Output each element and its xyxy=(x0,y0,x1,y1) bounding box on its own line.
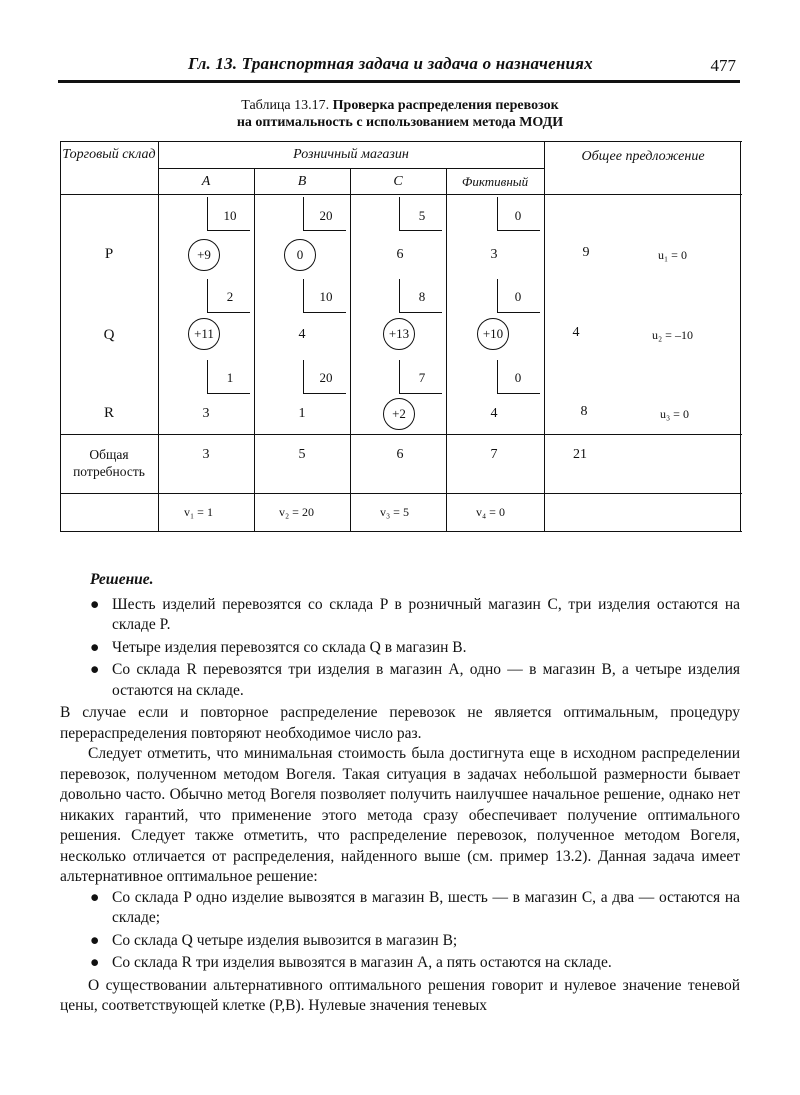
value-rd: 4 xyxy=(490,406,498,421)
value-qb: 4 xyxy=(298,327,306,342)
table-line-col2 xyxy=(254,168,255,531)
demand-d: 7 xyxy=(490,447,498,462)
cost-rc: 7 xyxy=(418,370,426,385)
list-item-text: Со склада R перевозятся три изделия в магазин A, одно — в магазин B, а четыре изделия остаются на складе. xyxy=(112,661,740,699)
value-pc: 6 xyxy=(396,247,404,262)
cost-pa: 10 xyxy=(223,208,237,223)
alternative-solution-list xyxy=(60,888,740,974)
row-label-r: R xyxy=(103,405,114,421)
cost-pc: 5 xyxy=(418,208,426,223)
demand-c: 6 xyxy=(396,447,404,462)
cost-qd: 0 xyxy=(514,289,522,304)
value-pd: 3 xyxy=(490,247,498,262)
table-line-col5 xyxy=(544,141,545,531)
demand-b: 5 xyxy=(298,447,306,462)
supply-q: 4 xyxy=(572,325,580,340)
cost-pd: 0 xyxy=(514,208,522,223)
header-total-supply: Общее предложение xyxy=(581,149,705,164)
u3: u₃ = 0 xyxy=(660,407,689,421)
list-item-text: Со склада R три изделия вывозятся в магазин A, а пять остаются на складе. xyxy=(112,954,612,971)
header-retail-store: Розничный магазин xyxy=(293,147,409,162)
table-line-col4 xyxy=(446,168,447,531)
table-border-top xyxy=(60,141,742,142)
paragraph: В случае если и повторное распределение перевозок не является оптимальным, процедуру перераспределения повторяют необходимое число раз. xyxy=(60,704,740,742)
list-item: ● Со склада R перевозятся три изделия в магазин A, одно — в магазин B, а четыре изделия остаются на складе. xyxy=(90,661,740,699)
cost-rb: 20 xyxy=(319,370,333,385)
circled-value-rc: +2 xyxy=(383,398,415,430)
body-text xyxy=(60,570,740,1017)
table-line-store-header xyxy=(158,168,544,169)
cost-qb: 10 xyxy=(319,289,333,304)
caption-title-line1: Проверка распределения перевозок xyxy=(332,98,559,113)
circled-value-pb: 0 xyxy=(284,239,316,271)
list-item-text: Шесть изделий перевозятся со склада P в розничный магазин C, три изделия остаются на складе P. xyxy=(112,595,740,633)
v3: v₃ = 5 xyxy=(380,505,409,519)
solution-label: Решение. xyxy=(90,571,154,588)
v4: v₄ = 0 xyxy=(476,505,505,519)
circled-value-qd: +10 xyxy=(477,318,509,350)
demand-label: Общая потребность xyxy=(73,447,145,479)
paragraph: О существовании альтернативного оптимального решения говорит и нулевое значение теневой цены, соответствующей клетке (P,B). Нулевые значения теневых xyxy=(60,976,740,1014)
v2: v₂ = 20 xyxy=(279,505,314,519)
table-line-col3 xyxy=(350,168,351,531)
value-rb: 1 xyxy=(298,406,306,421)
cost-ra: 1 xyxy=(226,370,234,385)
caption-label: Таблица 13.17. xyxy=(241,98,330,113)
list-item: ● Со склада Q четыре изделия вывозится в магазин B; xyxy=(90,931,458,949)
table-line-before-demand xyxy=(60,434,742,435)
header-store-b: B xyxy=(297,174,307,189)
table-border-right xyxy=(740,141,741,531)
u1: u₁ = 0 xyxy=(658,248,687,262)
list-item-text: Со склада Q четыре изделия вывозится в магазин B; xyxy=(112,931,458,949)
row-label-q: Q xyxy=(103,327,115,343)
cost-qc: 8 xyxy=(418,289,426,304)
header-store-a: A xyxy=(201,174,211,189)
cost-qa: 2 xyxy=(226,289,234,304)
cost-pb: 20 xyxy=(319,208,333,223)
list-item: ● Со склада P одно изделие вывозятся в магазин B, шесть — в магазин C, а два — остаются на складе; xyxy=(90,888,740,926)
table-border-bottom xyxy=(60,531,742,532)
v1: v₁ = 1 xyxy=(184,505,213,519)
list-item: ● Со склада R три изделия вывозятся в магазин A, а пять остаются на складе. xyxy=(90,954,612,971)
circled-value-qa: +11 xyxy=(188,318,220,350)
row-label-p: P xyxy=(104,246,114,262)
solution-list xyxy=(60,595,740,702)
table-border-left xyxy=(60,141,61,531)
header-warehouse: Торговый склад xyxy=(62,147,156,162)
cost-rd: 0 xyxy=(514,370,522,385)
caption-title-line2: на оптимальность с использованием метода МОДИ xyxy=(236,115,564,130)
demand-a: 3 xyxy=(202,447,210,462)
supply-p: 9 xyxy=(582,245,590,260)
header-store-c: C xyxy=(393,174,403,189)
circled-value-pa: +9 xyxy=(188,239,220,271)
table-line-before-v xyxy=(60,493,742,494)
total-demand: 21 xyxy=(573,447,587,462)
circled-value-qc: +13 xyxy=(383,318,415,350)
list-item-text: Четыре изделия перевозятся со склада Q в магазин B. xyxy=(112,638,467,656)
chapter-title: Гл. 13. Транспортная задача и задача о назначениях xyxy=(188,54,593,73)
header-store-dummy: Фиктивный xyxy=(461,174,529,189)
supply-r: 8 xyxy=(580,404,588,419)
u2: u₂ = –10 xyxy=(652,328,693,342)
page-number: 477 xyxy=(710,56,736,75)
list-item: ● Четыре изделия перевозятся со склада Q в магазин B. xyxy=(90,638,467,656)
list-item: ● Шесть изделий перевозятся со склада P в розничный магазин C, три изделия остаются на складе P. xyxy=(90,595,740,633)
table-line-header-bottom xyxy=(60,194,742,195)
list-item-text: Со склада P одно изделие вывозятся в магазин B, шесть — в магазин C, а два — остаются на складе; xyxy=(112,888,740,926)
value-ra: 3 xyxy=(202,406,210,421)
table-line-col1 xyxy=(158,141,159,531)
paragraph: Следует отметить, что минимальная стоимость была достигнута еще в исходном распределении перевозок, полученном методом Вогеля. Такая ситуация в задачах небольшой размерности бывает довольно часто. Обычно метод Вогеля позволяет получить наилучшее начальное решение, однако нет никаких гарантий, что применение этого метода сразу обеспечивает получение оптимального решения. Следует также отметить, что распределение перевозок, полученное методом Вогеля, несколько отличается от распределения, найденного выше (см. пример 13.2). Данная задача имеет альтернативное оптимальное решение: xyxy=(60,745,740,885)
